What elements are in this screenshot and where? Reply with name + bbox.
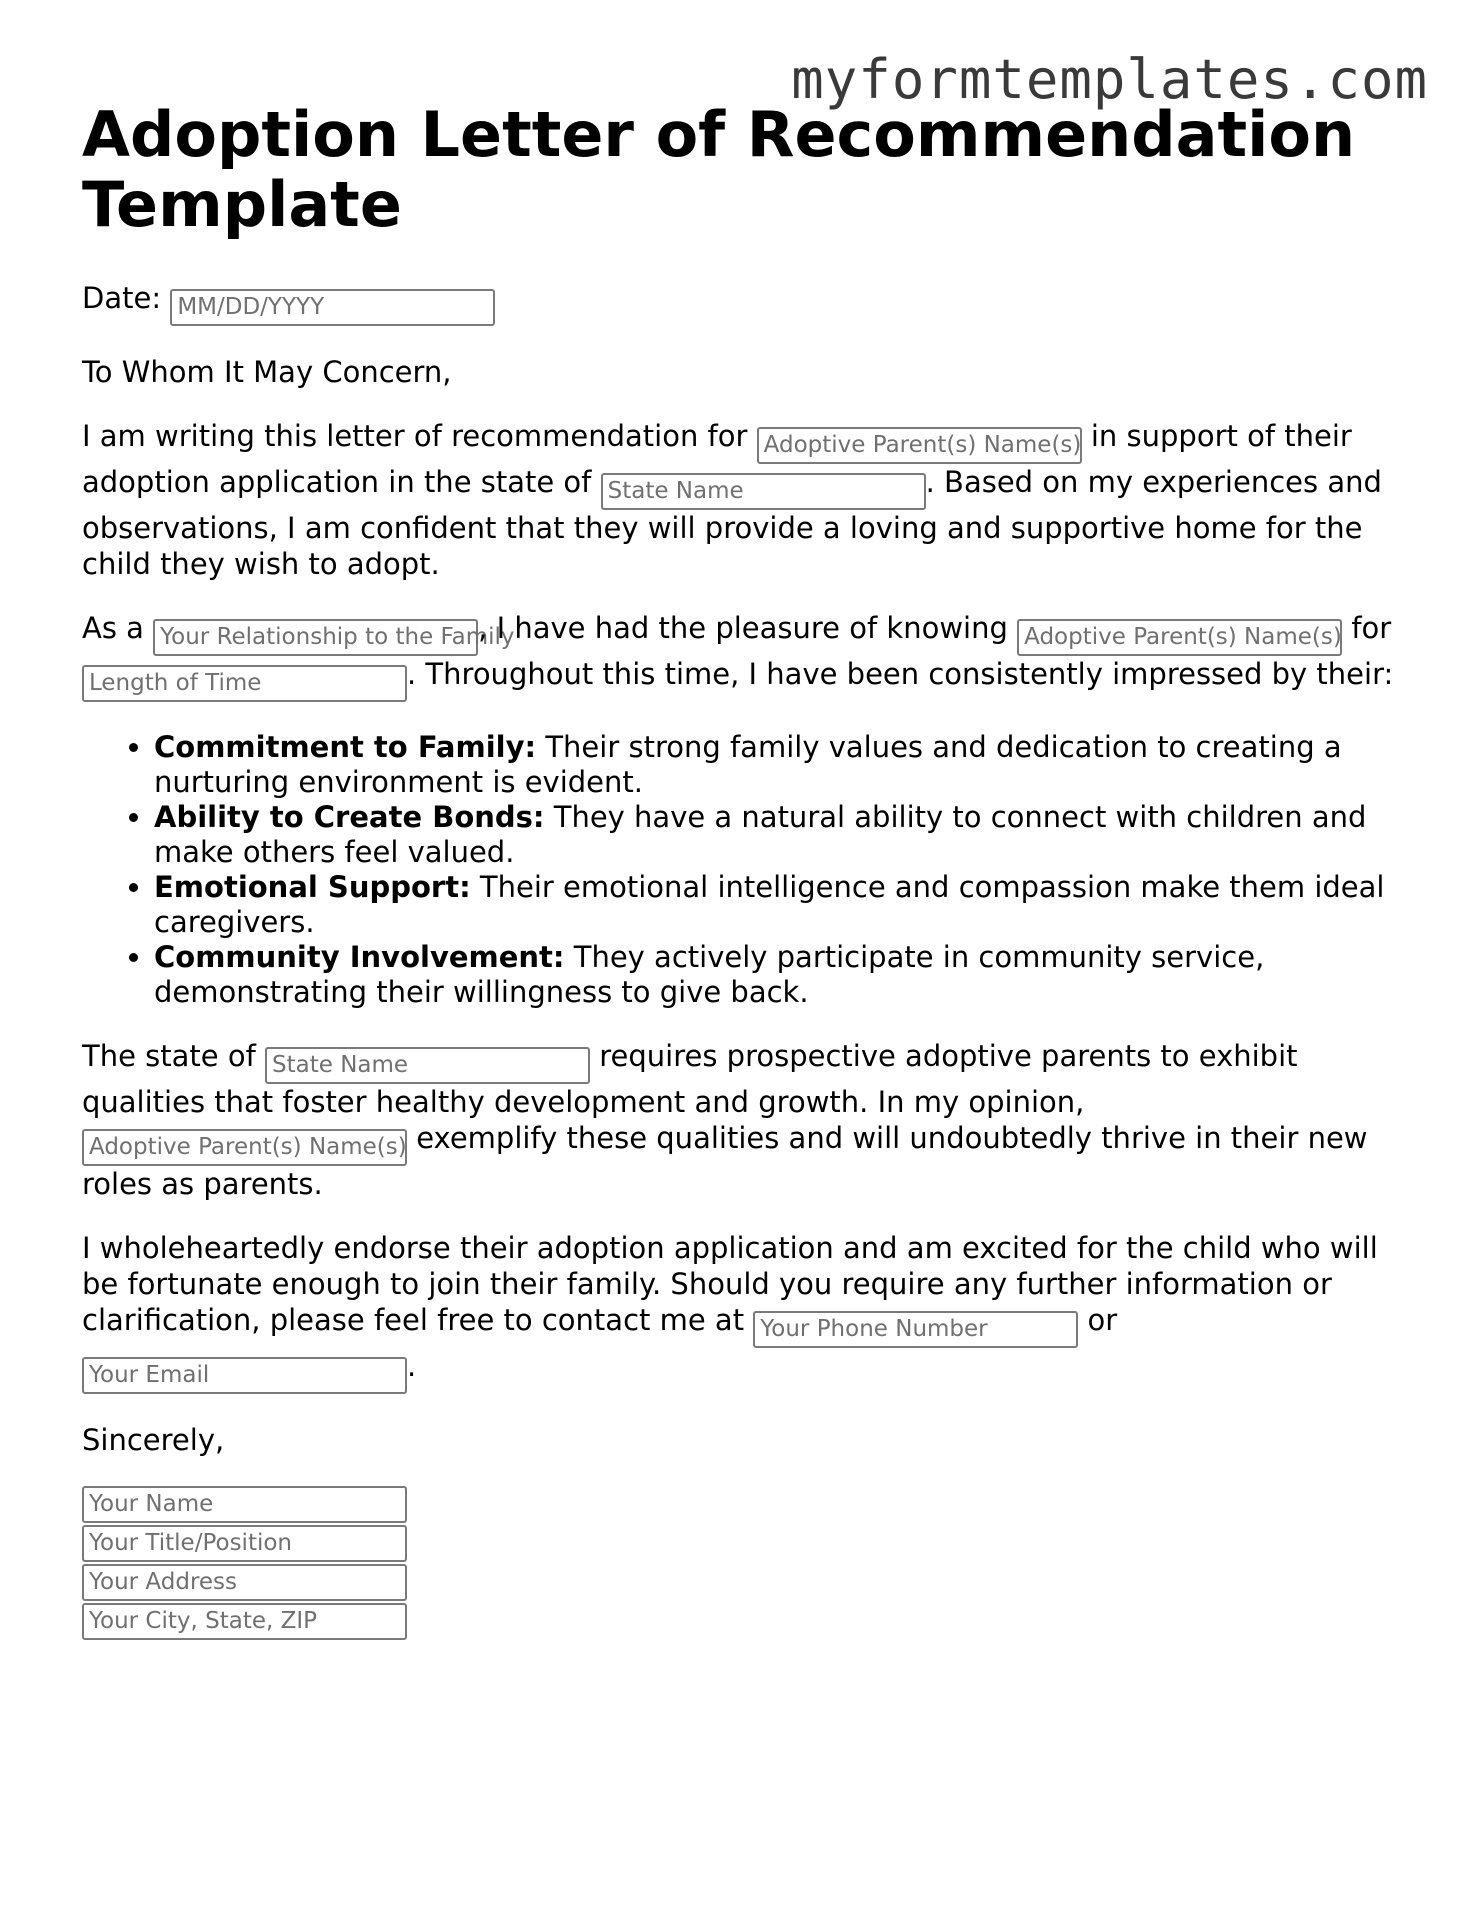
list-item [154, 730, 1402, 800]
para2-text-a: As a [82, 611, 154, 645]
date-label: Date: [82, 281, 162, 315]
quality-text: Their emotional intelligence and compassion make them ideal caregivers. [154, 870, 1385, 939]
paragraph-state-requirements [82, 1038, 1402, 1202]
para4-text-c: . [407, 1349, 417, 1383]
para2-text-c: for [1342, 611, 1392, 645]
list-item [154, 940, 1402, 1010]
your-title-field[interactable]: Your Title/Position [82, 1525, 407, 1562]
watermark: myformtemplates.com [791, 48, 1428, 111]
para2-text-d: . Throughout this time, I have been consistently impressed by their: [407, 657, 1394, 691]
your-city-state-zip-field[interactable]: Your City, State, ZIP [82, 1603, 407, 1640]
quality-text: They actively participate in community service, demonstrating their willingness to give back. [154, 940, 1265, 1009]
page-title: Adoption Letter of Recommendation Template [82, 98, 1356, 241]
relationship-field[interactable]: Your Relationship to the Family [153, 619, 478, 656]
qualities-list [82, 730, 1402, 1010]
quality-label: Ability to Create Bonds: [154, 800, 545, 834]
date-field[interactable]: MM/DD/YYYY [170, 289, 495, 326]
quality-label: Community Involvement: [154, 940, 565, 974]
list-item [154, 800, 1402, 870]
adoptive-parent-name-field-2[interactable]: Adoptive Parent(s) Name(s) [1017, 619, 1342, 656]
para1-text-c: . Based on my experiences and observations, I am confident that they will provide a loving and supportive home for the child they wish to adopt. [82, 465, 1382, 581]
para1-text-a: I am writing this letter of recommendation for [82, 419, 757, 453]
closing: Sincerely, [82, 1423, 225, 1457]
para3-text-a: The state of [82, 1039, 266, 1073]
para3-text-c: exemplify these qualities and will undoubtedly thrive in their new roles as parents. [82, 1121, 1368, 1201]
signature-block [82, 1486, 1402, 1640]
paragraph-introduction [82, 418, 1402, 582]
quality-text: Their strong family values and dedication to creating a nurturing environment is evident. [154, 730, 1342, 799]
quality-text: They have a natural ability to connect with children and make others feel valued. [154, 800, 1367, 869]
state-name-field-2[interactable]: State Name [265, 1047, 590, 1084]
greeting: To Whom It May Concern, [82, 355, 452, 389]
email-field[interactable]: Your Email [82, 1357, 407, 1394]
date-line [82, 280, 1402, 326]
adoptive-parent-name-field-3[interactable]: Adoptive Parent(s) Name(s) [82, 1129, 407, 1166]
para1-text-b: in support of their adoption application in the state of [82, 419, 1352, 499]
your-name-field[interactable]: Your Name [82, 1486, 407, 1523]
letter-document [82, 100, 1402, 1642]
para3-text-b: requires prospective adoptive parents to exhibit qualities that foster healthy development and growth. In my opinion, [82, 1039, 1298, 1119]
list-item [154, 870, 1402, 940]
paragraph-endorsement [82, 1230, 1402, 1394]
quality-label: Commitment to Family: [154, 730, 537, 764]
para2-text-b: , I have had the pleasure of knowing [478, 611, 1018, 645]
length-of-time-field[interactable]: Length of Time [82, 665, 407, 702]
phone-number-field[interactable]: Your Phone Number [753, 1311, 1078, 1348]
paragraph-relationship [82, 610, 1402, 702]
adoptive-parent-name-field-1[interactable]: Adoptive Parent(s) Name(s) [757, 427, 1082, 464]
state-name-field-1[interactable]: State Name [601, 473, 926, 510]
para4-text-b: or [1078, 1303, 1118, 1337]
quality-label: Emotional Support: [154, 870, 471, 904]
para4-text-a: I wholeheartedly endorse their adoption application and am excited for the child who will be fortunate enough to join their family. Should you require any further information or clarification, please feel free to contact me at [82, 1231, 1378, 1337]
your-address-field[interactable]: Your Address [82, 1564, 407, 1601]
